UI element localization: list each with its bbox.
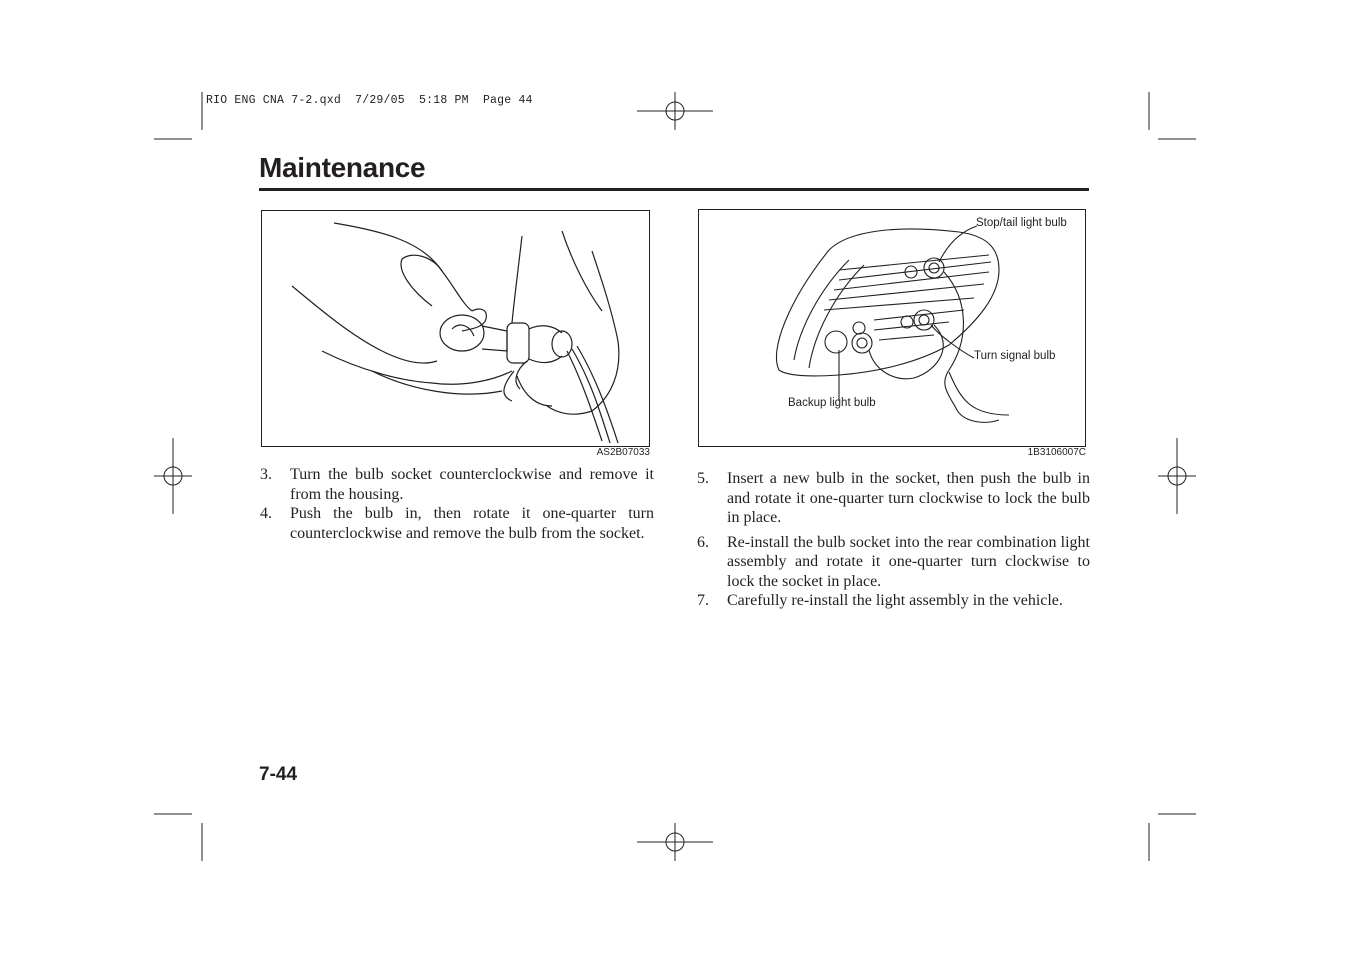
bulb-globe xyxy=(440,315,484,351)
label-backup-light-bulb: Backup light bulb xyxy=(788,397,876,409)
step-text: Carefully re-install the light assembly in the vehicle. xyxy=(727,592,1063,609)
step-number: 4. xyxy=(260,505,272,522)
crop-mark-top-left xyxy=(154,92,202,139)
crop-mark-bottom-right xyxy=(1149,814,1196,861)
step-text: Re-install the bulb socket into the rear combination light assembly and rotate it one-quarter turn clockwise to lock the socket in place. xyxy=(727,533,1090,590)
step-item xyxy=(697,591,1090,611)
page-number: 7-44 xyxy=(259,764,298,785)
registration-mark-right xyxy=(1158,438,1196,514)
step-text: Insert a new bulb in the socket, then push the bulb in and rotate it one-quarter turn clockwise to lock the bulb in place. xyxy=(727,470,1090,526)
step-item xyxy=(260,465,654,504)
step-number: 3. xyxy=(260,466,272,483)
steps-right-column xyxy=(697,469,1090,611)
page-title: Maintenance xyxy=(259,152,426,183)
step-number: 5. xyxy=(697,470,709,487)
figure-code-right: 1B3106007C xyxy=(1027,447,1086,458)
step-text: Turn the bulb socket counterclockwise and remove it from the housing. xyxy=(290,466,654,503)
title-rule xyxy=(259,188,1089,191)
figure-code-left: AS2B07033 xyxy=(596,447,650,458)
step-text: Push the bulb in, then rotate it one-quarter turn counterclockwise and remove the bulb from the socket. xyxy=(290,505,654,542)
step-number: 7. xyxy=(697,592,709,609)
registration-mark-bottom xyxy=(637,823,713,861)
step-item xyxy=(260,504,654,543)
crop-mark-bottom-left xyxy=(154,814,202,861)
print-slug: RIO ENG CNA 7-2.qxd 7/29/05 5:18 PM Page 44 xyxy=(206,94,533,107)
light-assembly-illustration xyxy=(699,210,1084,445)
turn-signal-socket xyxy=(914,310,934,330)
label-stop-tail-light-bulb: Stop/tail light bulb xyxy=(976,217,1067,229)
lamp-housing xyxy=(776,229,999,376)
registration-mark-top xyxy=(637,92,713,130)
label-turn-signal-bulb: Turn signal bulb xyxy=(974,350,1056,362)
figure-rear-combination-light xyxy=(698,209,1086,447)
registration-mark-left xyxy=(154,438,192,514)
crop-mark-top-right xyxy=(1149,92,1196,139)
steps-left-column xyxy=(260,465,654,543)
step-item xyxy=(697,533,1090,592)
hands-bulb-illustration xyxy=(262,211,648,445)
figure-bulb-removal xyxy=(261,210,650,447)
step-number: 6. xyxy=(697,533,709,551)
step-item xyxy=(697,469,1090,528)
